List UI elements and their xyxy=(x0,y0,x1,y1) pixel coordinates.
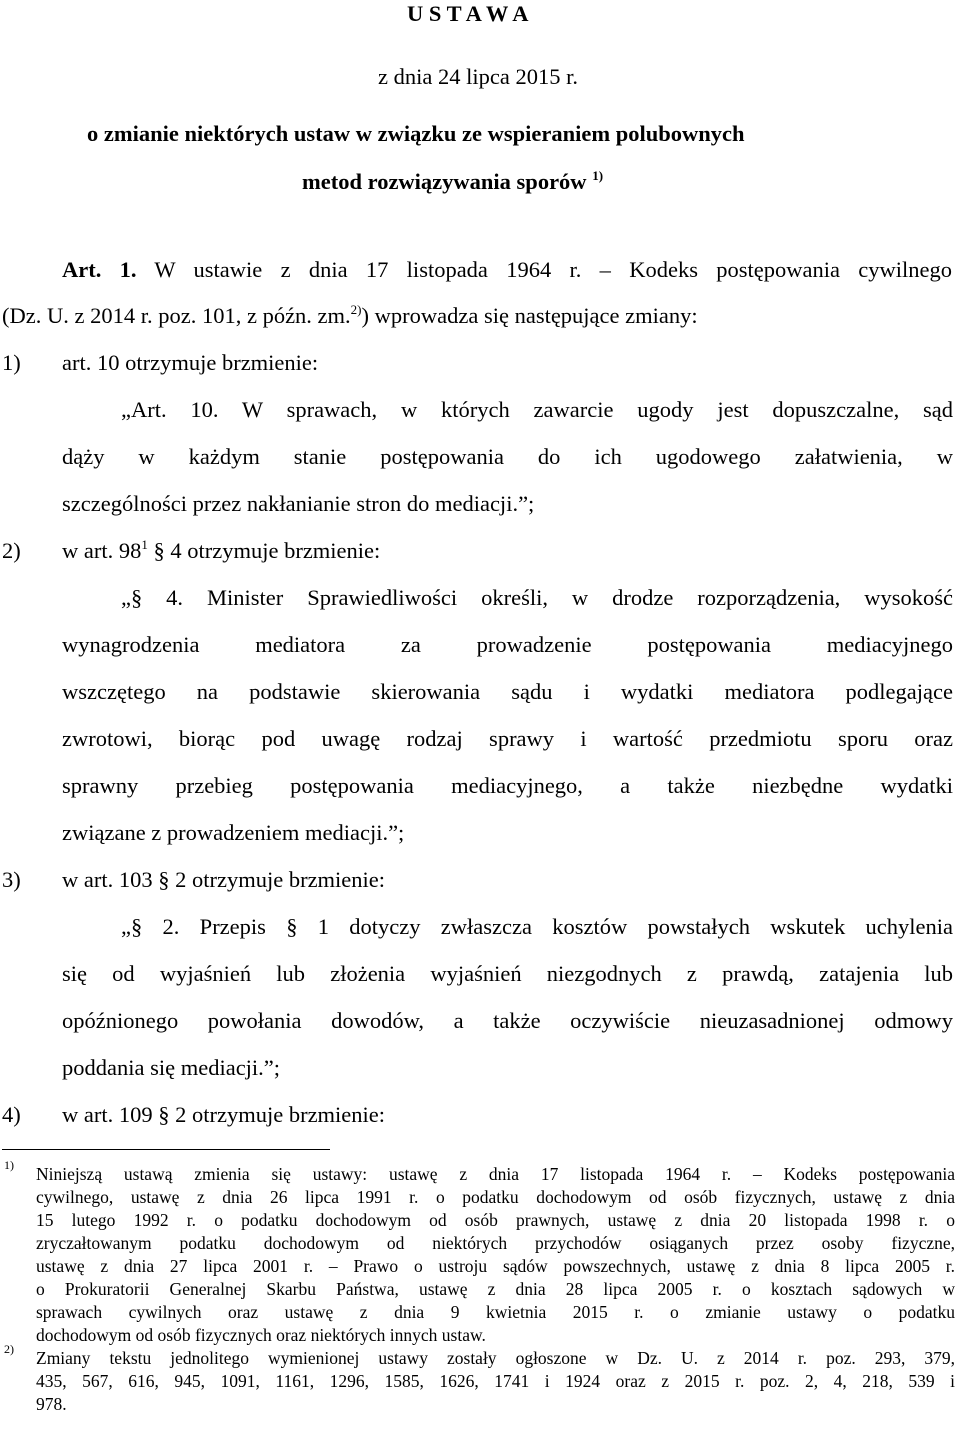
footnote-1-line7: sprawach cywilnych oraz ustawę z dnia 9 kwietnia 2015 r. o zmianie ustawy o podatku xyxy=(36,1302,955,1322)
item2-quote-line3: wszczętego na podstawie skierowania sądu i wydatki mediatora podlegające xyxy=(62,679,953,704)
act-subject-text: metod rozwiązywania sporów xyxy=(302,169,587,194)
item1-quote-line3: szczególności przez nakłanianie stron do mediacji.”; xyxy=(62,491,535,516)
footnote-1-line2: cywilnego, ustawę z dnia 26 lipca 1991 r. o podatku dochodowym od osób fizycznych, ustawę z dnia xyxy=(36,1187,955,1207)
art1-line2-b: ) wprowadza się następujące zmiany: xyxy=(361,303,698,328)
act-title: U S T A W A xyxy=(407,1,529,26)
art1-line2 xyxy=(2,302,698,330)
item1-text: art. 10 otrzymuje brzmienie: xyxy=(62,350,319,375)
item4-number: 4) xyxy=(2,1102,21,1127)
footnote-2-line1: Zmiany tekstu jednolitego wymienionej ustawy zostały ogłoszone w Dz. U. z 2014 r. poz. 293, 379, xyxy=(36,1348,955,1368)
footnote-1-line3: 15 lutego 1992 r. o podatku dochodowym od osób prawnych, ustawę z dnia 20 listopada 1998 r. o xyxy=(36,1210,955,1230)
item2-quote-line5: sprawny przebieg postępowania mediacyjnego, a także niezbędne wydatki xyxy=(62,773,953,798)
item3-number: 3) xyxy=(2,867,21,892)
item3-quote-line3: opóźnionego powołania dowodów, a także oczywiście nieuzasadnionej odmowy xyxy=(62,1008,953,1033)
item2-number: 2) xyxy=(2,538,21,563)
item2-quote-line1: „§ 4. Minister Sprawiedliwości określi, w drodze rozporządzenia, wysokość xyxy=(121,585,953,610)
footnote-1-mark: 1) xyxy=(4,1158,14,1172)
item3-quote-line2: się od wyjaśnień lub złożenia wyjaśnień niezgodnych z prawdą, zatajenia lub xyxy=(62,961,953,986)
act-date: z dnia 24 lipca 2015 r. xyxy=(378,64,578,89)
item3-text: w art. 103 § 2 otrzymuje brzmienie: xyxy=(62,867,386,892)
footnote-2-mark: 2) xyxy=(4,1342,14,1356)
footnote-1-line5: ustawę z dnia 27 lipca 2001 r. – Prawo o ustroju sądów powszechnych, ustawę z dnia 8 lipca 2005 r. xyxy=(36,1256,955,1276)
art1-label: Art. 1. xyxy=(62,257,137,282)
footnote-2-line3: 978. xyxy=(36,1394,67,1414)
item1-quote-line1: „Art. 10. W sprawach, w których zawarcie ugody jest dopuszczalne, sąd xyxy=(121,397,953,422)
footnote-2-line2: 435, 567, 616, 945, 1091, 1161, 1296, 1585, 1626, 1741 i 1924 oraz z 2015 r. poz. 2, 4, 218, 539 i xyxy=(36,1371,955,1391)
act-subject-line2 xyxy=(302,168,603,196)
art1-line1-text: W ustawie z dnia 17 listopada 1964 r. – Kodeks postępowania cywilnego xyxy=(154,257,953,282)
footnote-1-line8: dochodowym od osób fizycznych oraz niektórych innych ustaw. xyxy=(36,1325,486,1345)
item3-quote-line1: „§ 2. Przepis § 1 dotyczy zwłaszcza kosztów powstałych wskutek uchylenia xyxy=(121,914,953,939)
item2-quote-line4: zwrotowi, biorąc pod uwagę rodzaj sprawy i wartość przedmiotu sporu oraz xyxy=(62,726,953,751)
item1-number: 1) xyxy=(2,350,21,375)
item3-quote-line4: poddania się mediacji.”; xyxy=(62,1055,281,1080)
act-subject-line1: o zmianie niektórych ustaw w związku ze wspieraniem polubownych xyxy=(87,121,745,146)
item2-text-b: § 4 otrzymuje brzmienie: xyxy=(153,538,381,563)
footnote-1-line6: o Prokuratorii Generalnej Skarbu Państwa, ustawę z dnia 28 lipca 2005 r. o kosztach sądowych w xyxy=(36,1279,955,1299)
item2-text xyxy=(62,537,380,565)
item1-quote-line2: dąży w każdym stanie postępowania do ich ugodowego załatwienia, w xyxy=(62,444,953,469)
art1-line1 xyxy=(62,256,952,284)
item2-text-a: w art. 98 xyxy=(62,538,142,563)
item4-text: w art. 109 § 2 otrzymuje brzmienie: xyxy=(62,1102,386,1127)
art1-line2-a: (Dz. U. z 2014 r. poz. 101, z późn. zm. xyxy=(2,303,351,328)
item2-quote-line6: związane z prowadzeniem mediacji.”; xyxy=(62,820,405,845)
item2-sup: 1 xyxy=(141,537,148,552)
item2-quote-line2: wynagrodzenia mediatora za prowadzenie postępowania mediacyjnego xyxy=(62,632,953,657)
footnote-1-line4: zryczałtowanym podatku dochodowym od niektórych przychodów osiąganych przez osoby fizyczne, xyxy=(36,1233,955,1253)
footnote-ref-2: 2) xyxy=(350,302,362,317)
footnote-ref-1: 1) xyxy=(592,168,604,183)
footnote-separator xyxy=(2,1149,330,1150)
footnote-1-line1: Niniejszą ustawą zmienia się ustawy: ustawę z dnia 17 listopada 1964 r. – Kodeks postępowania xyxy=(36,1164,955,1184)
